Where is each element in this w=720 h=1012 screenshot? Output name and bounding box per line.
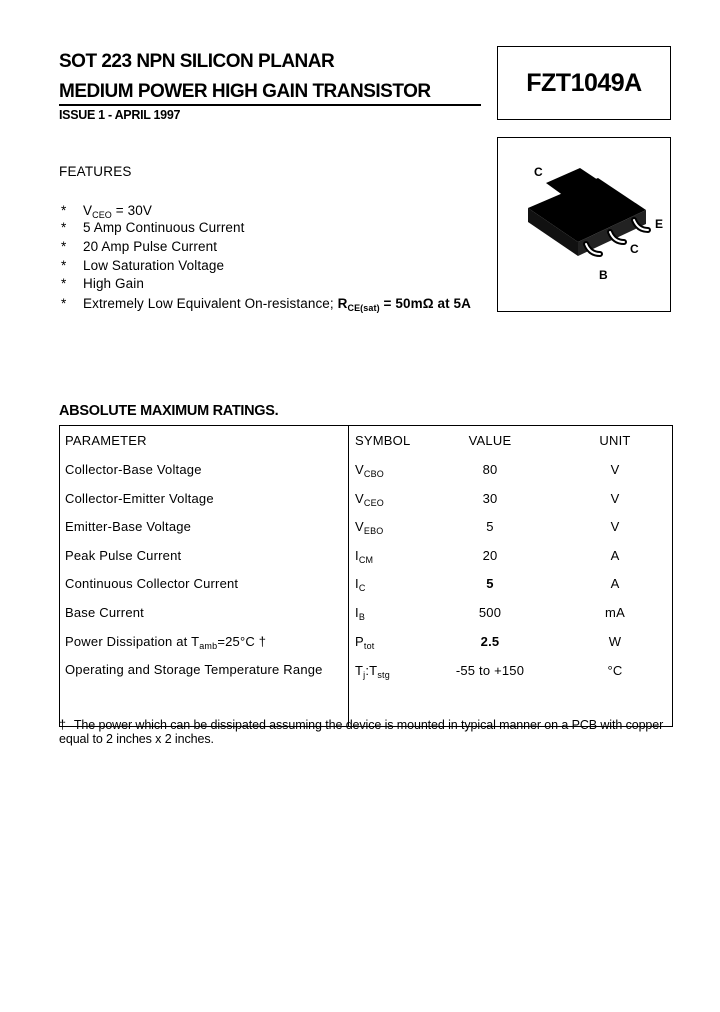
part-number: FZT1049A xyxy=(526,68,642,97)
title-line-1: SOT 223 NPN SILICON PLANAR xyxy=(59,51,335,72)
symbol-cell: $V_{CBO}$ xyxy=(355,462,384,479)
value-cell: 5 xyxy=(486,519,494,534)
pin-label-c-top: C xyxy=(534,165,543,179)
value-cell: 5 xyxy=(486,576,494,591)
column-header: UNIT xyxy=(599,433,631,448)
dagger-mark: † xyxy=(59,718,66,732)
title-rule xyxy=(59,104,481,106)
column-divider xyxy=(348,426,349,726)
value-cell: 500 xyxy=(478,605,502,620)
param-cell: Peak Pulse Current xyxy=(65,548,182,563)
symbol-cell: $I_B$ xyxy=(355,605,366,622)
value-cell: 20 xyxy=(482,548,498,563)
pin-label-b: B xyxy=(599,268,608,282)
param-cell: Power Dissipation at $T_{amb}=25^\circ C$ † xyxy=(65,634,267,651)
unit-cell: mA xyxy=(605,605,625,620)
pin-label-e: E xyxy=(655,217,664,231)
bullet: * xyxy=(61,258,67,273)
pin-label-c: C xyxy=(630,242,639,256)
package-illustration xyxy=(497,137,671,312)
footnote xyxy=(59,718,679,746)
param-cell: Collector-Base Voltage xyxy=(65,462,202,477)
unit-cell: V xyxy=(610,491,620,506)
sot223-package-icon xyxy=(498,138,672,313)
value-cell: 30 xyxy=(482,491,498,506)
symbol-cell: $P_{tot}$ xyxy=(355,634,375,651)
unit-cell: A xyxy=(610,576,620,591)
symbol-cell: $V_{CEO}$ xyxy=(355,491,384,508)
ratings-table xyxy=(59,425,673,727)
title-line-2: MEDIUM POWER HIGH GAIN TRANSISTOR xyxy=(59,81,431,102)
ratings-heading: ABSOLUTE MAXIMUM RATINGS. xyxy=(59,403,279,419)
issue-date: ISSUE 1 - APRIL 1997 xyxy=(59,108,181,122)
bullet: * xyxy=(61,203,67,218)
column-header: PARAMETER xyxy=(65,433,147,448)
param-cell: Emitter-Base Voltage xyxy=(65,519,192,534)
value-cell: 2.5 xyxy=(480,634,500,649)
value-cell: 80 xyxy=(482,462,498,477)
value-cell: -55 to +150 xyxy=(455,663,525,678)
unit-cell: A xyxy=(610,548,620,563)
unit-cell: V xyxy=(610,519,620,534)
symbol-cell: $I_{CM}$ xyxy=(355,548,374,565)
column-header: VALUE xyxy=(468,433,512,448)
unit-cell: W xyxy=(608,634,622,649)
param-cell: Base Current xyxy=(65,605,144,620)
param-cell: Operating and Storage Temperature Range xyxy=(65,662,323,677)
column-header: SYMBOL xyxy=(355,433,411,448)
bullet: * xyxy=(61,220,67,235)
bullet: * xyxy=(61,239,67,254)
symbol-cell: $T_j:T_{stg}$ xyxy=(355,663,390,680)
bullet: * xyxy=(61,296,67,311)
footnote-text: The power which can be dissipated assuming the device is mounted in typical manner on a PCB with copper equal to 2 inches x 2 inches. xyxy=(59,718,664,746)
param-cell: Collector-Emitter Voltage xyxy=(65,491,214,506)
features-heading: FEATURES xyxy=(59,164,132,179)
param-cell: Continuous Collector Current xyxy=(65,576,239,591)
bullet: * xyxy=(61,276,67,291)
unit-cell: °C xyxy=(607,663,623,678)
symbol-cell: $V_{EBO}$ xyxy=(355,519,384,536)
symbol-cell: $I_C$ xyxy=(355,576,366,593)
unit-cell: V xyxy=(610,462,620,477)
part-number-box xyxy=(497,46,671,120)
